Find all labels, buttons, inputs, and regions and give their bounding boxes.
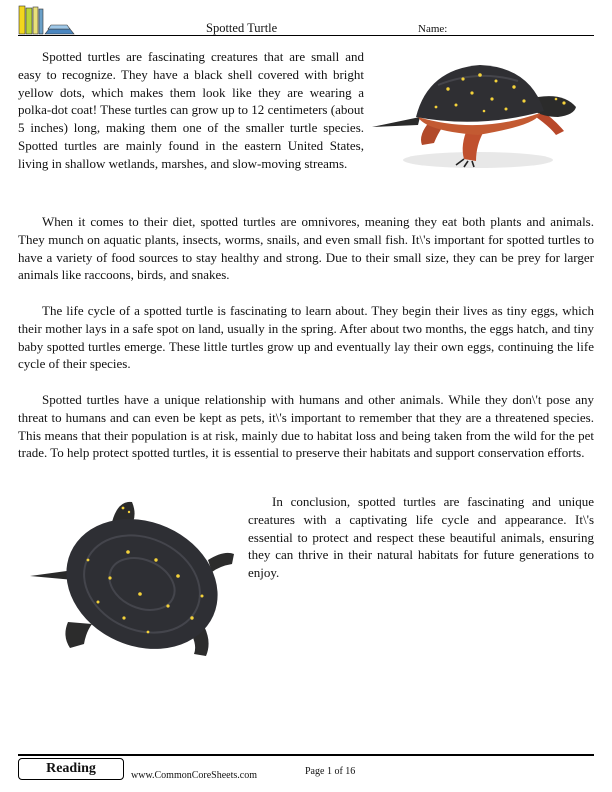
paragraph-conclusion: In conclusion, spotted turtles are fascinating and unique creatures with a captivating life cycle and appearance. It\'s essential to protect and respect these beautiful animals, ensuring they can thrive in their natural habitats for future generations to enjoy. (248, 494, 594, 581)
paragraph-humans: Spotted turtles have a unique relationship with humans and other animals. While they don\'t pose any threat to humans and can even be kept as pets, it\'s important to remember that they are a threatened species. This means that their population is at risk, mainly due to habitat loss and being taken from the wild for the pet trade. To help protect spotted turtles, it is essential to preserve their habitats and support conservation efforts. (18, 392, 594, 461)
subject-badge: Reading (18, 758, 124, 780)
footer-divider (18, 754, 594, 756)
books-logo-icon (18, 4, 76, 36)
worksheet-header (18, 4, 594, 36)
paragraph-life-cycle: The life cycle of a spotted turtle is fascinating to learn about. They begin their lives as tiny eggs, which their mother lays in a safe spot on land, usually in the spring. After about two months, the eggs hatch, and tiny baby spotted turtles emerge. These little turtles grow up and eventually lay their own eggs, continuing the life cycle of their species. (18, 303, 594, 372)
paragraph-diet: When it comes to their diet, spotted turtles are omnivores, meaning they eat both plants and animals. They munch on aquatic plants, insects, worms, snails, and even small fish. It\'s important for spotted turtles to have a variety of food sources to stay healthy and strong. Due to their small size, they can be prey for larger animals like raccoons, birds, and snakes. (18, 214, 594, 283)
website-link[interactable]: www.CommonCoreSheets.com (131, 770, 258, 781)
page-number: Page 1 of 16 (305, 766, 356, 777)
spotted-turtle-top-photo (28, 498, 243, 658)
spotted-turtle-side-photo (368, 55, 588, 175)
header-divider (18, 35, 594, 36)
name-label: Name: (418, 23, 448, 35)
paragraph-intro: Spotted turtles are fascinating creatures that are small and easy to recognize. They have a black shell covered with bright yellow dots, which makes them look like they are wearing a polka-dot coat! These turtles can grow up to 12 centimeters (about 5 inches) long, making them one of the smaller turtle species. Spotted turtles are mainly found in the eastern United States, living in shallow wetlands, marshes, and slow-moving streams. (18, 49, 364, 171)
worksheet-title: Spotted Turtle (206, 21, 278, 35)
